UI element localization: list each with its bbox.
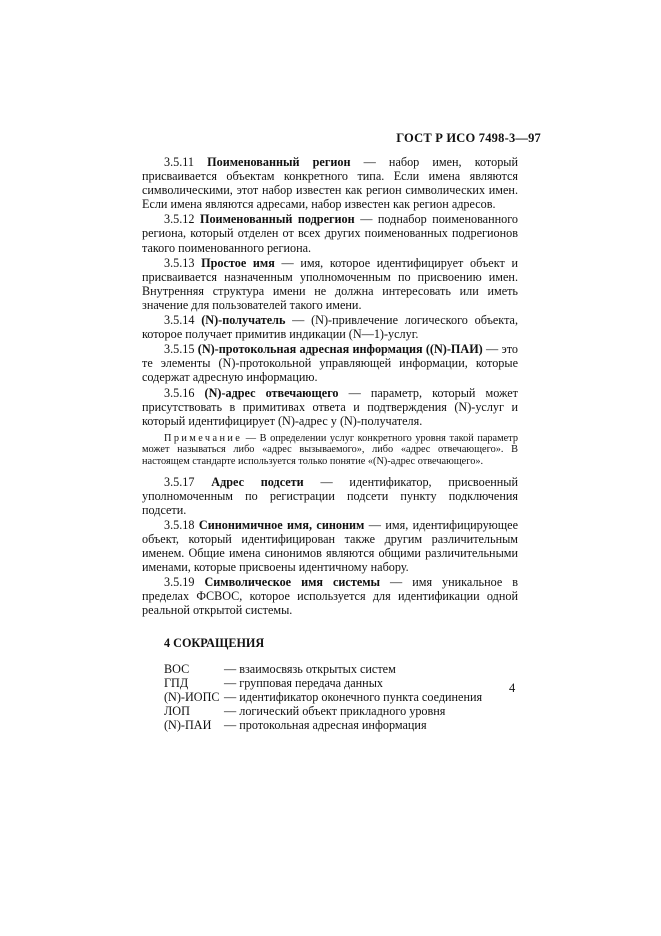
definition-text: — имя, идентифицирующее объект, который идентифицирован также другим различительным именем. Общие имена синонимов являются общими различительными именами, которые присвоены идентичному набору. [142, 517, 518, 575]
definition-text: — поднабор поименованного региона, который отделен от всех других поименованных подрегионов такого поименованного региона. [142, 212, 518, 255]
definition-term: (N)-получатель [201, 313, 286, 328]
definition-3-5-17 [142, 475, 518, 517]
definition-text: — (N)-привлечение логического объекта, которое получает примитив индикации (N—1)-услуг. [142, 313, 518, 342]
abbreviation-row [164, 690, 482, 704]
definition-number: 3.5.19 [164, 575, 195, 590]
definition-number: 3.5.12 [164, 212, 195, 227]
abbreviation-description: — протокольная адресная информация [224, 717, 427, 732]
abbreviation-description: — логический объект прикладного уровня [224, 703, 446, 718]
abbreviation-description: — групповая передача данных [224, 675, 383, 690]
page-body [142, 155, 518, 732]
definition-term: Символическое имя системы [204, 575, 381, 590]
abbreviation-description: — идентификатор оконечного пункта соединения [224, 689, 483, 704]
definition-term: Поименованный регион [207, 155, 351, 169]
definition-number: 3.5.11 [164, 155, 195, 169]
definition-3-5-16 [142, 386, 518, 428]
definition-term: Синонимичное имя, синоним [198, 517, 365, 532]
note-paragraph [142, 433, 518, 468]
definition-3-5-19 [142, 575, 518, 617]
definition-number: 3.5.16 [164, 385, 195, 400]
definition-term: (N)-протокольная адресная информация ((N)-ПАИ) [197, 342, 483, 357]
abbreviation: ЛОП [164, 703, 190, 718]
definition-3-5-12 [142, 212, 518, 254]
document-code-header: ГОСТ Р ИСО 7498-3—97 [396, 131, 541, 145]
definition-term: Адрес подсети [211, 474, 304, 489]
definition-3-5-13 [142, 256, 518, 312]
definition-number: 3.5.13 [164, 255, 195, 270]
definition-3-5-18 [142, 518, 518, 574]
abbreviation: (N)-ПАИ [164, 717, 212, 732]
note-text: — В определении услуг конкретного уровня такой параметр может называться либо «адрес вызываемого», либо «адрес отвечающего». В настоящем стандарте используется только понятие «(N)-адрес отвечающего». [142, 432, 518, 467]
abbreviation: (N)-ИОПС [164, 689, 220, 704]
definition-3-5-11 [142, 155, 518, 211]
definition-number: 3.5.17 [164, 474, 195, 489]
definition-number: 3.5.15 [164, 342, 195, 357]
abbreviation-row [164, 718, 482, 732]
note-label: Примечание [164, 432, 243, 444]
definition-text: — идентификатор, присвоенный уполномоченным по регистрации подсети пункту подключения подсети. [142, 474, 518, 517]
abbreviations-table [164, 662, 482, 732]
definition-term: Поименованный подрегион [199, 212, 355, 227]
definition-text: — набор имен, который присваивается объектам конкретного типа. Если имена являются символическими, этот набор известен как регион символических имен. Если имена являются адресами, набор известен как регион адресов. [142, 155, 518, 212]
definition-text: — имя уникальное в пределах ФСВОС, которое используется для идентификации одной реальной открытой системы. [142, 575, 518, 618]
abbreviation-row [164, 662, 482, 676]
abbreviation-row [164, 676, 482, 690]
definition-text: — параметр, который может присутствовать в примитивах ответа и подтверждения (N)-услуг и который идентифицирует (N)-адрес у (N)-получателя. [142, 385, 518, 428]
definition-number: 3.5.14 [164, 313, 195, 328]
definition-3-5-14 [142, 313, 518, 341]
definition-term: Простое имя [201, 255, 275, 270]
section-heading: 4 СОКРАЩЕНИЯ [164, 635, 265, 650]
abbreviation: ВОС [164, 661, 190, 676]
definition-3-5-15 [142, 342, 518, 384]
definition-number: 3.5.18 [164, 517, 195, 532]
definition-text: — имя, которое идентифицирует объект и присваивается назначенным уполномоченным по присвоению имен. Внутренняя структура имени не должна интересовать или иметь значение для пользователей такого имени. [142, 255, 518, 312]
page-number: 4 [509, 681, 516, 695]
definition-text: — это те элементы (N)-протокольной управляющей информации, которые содержат адресную информацию. [142, 342, 518, 385]
definition-term: (N)-адрес отвечающего [204, 385, 339, 400]
abbreviation-row [164, 704, 482, 718]
abbreviation-description: — взаимосвязь открытых систем [224, 661, 396, 676]
abbreviation: ГПД [164, 675, 189, 690]
